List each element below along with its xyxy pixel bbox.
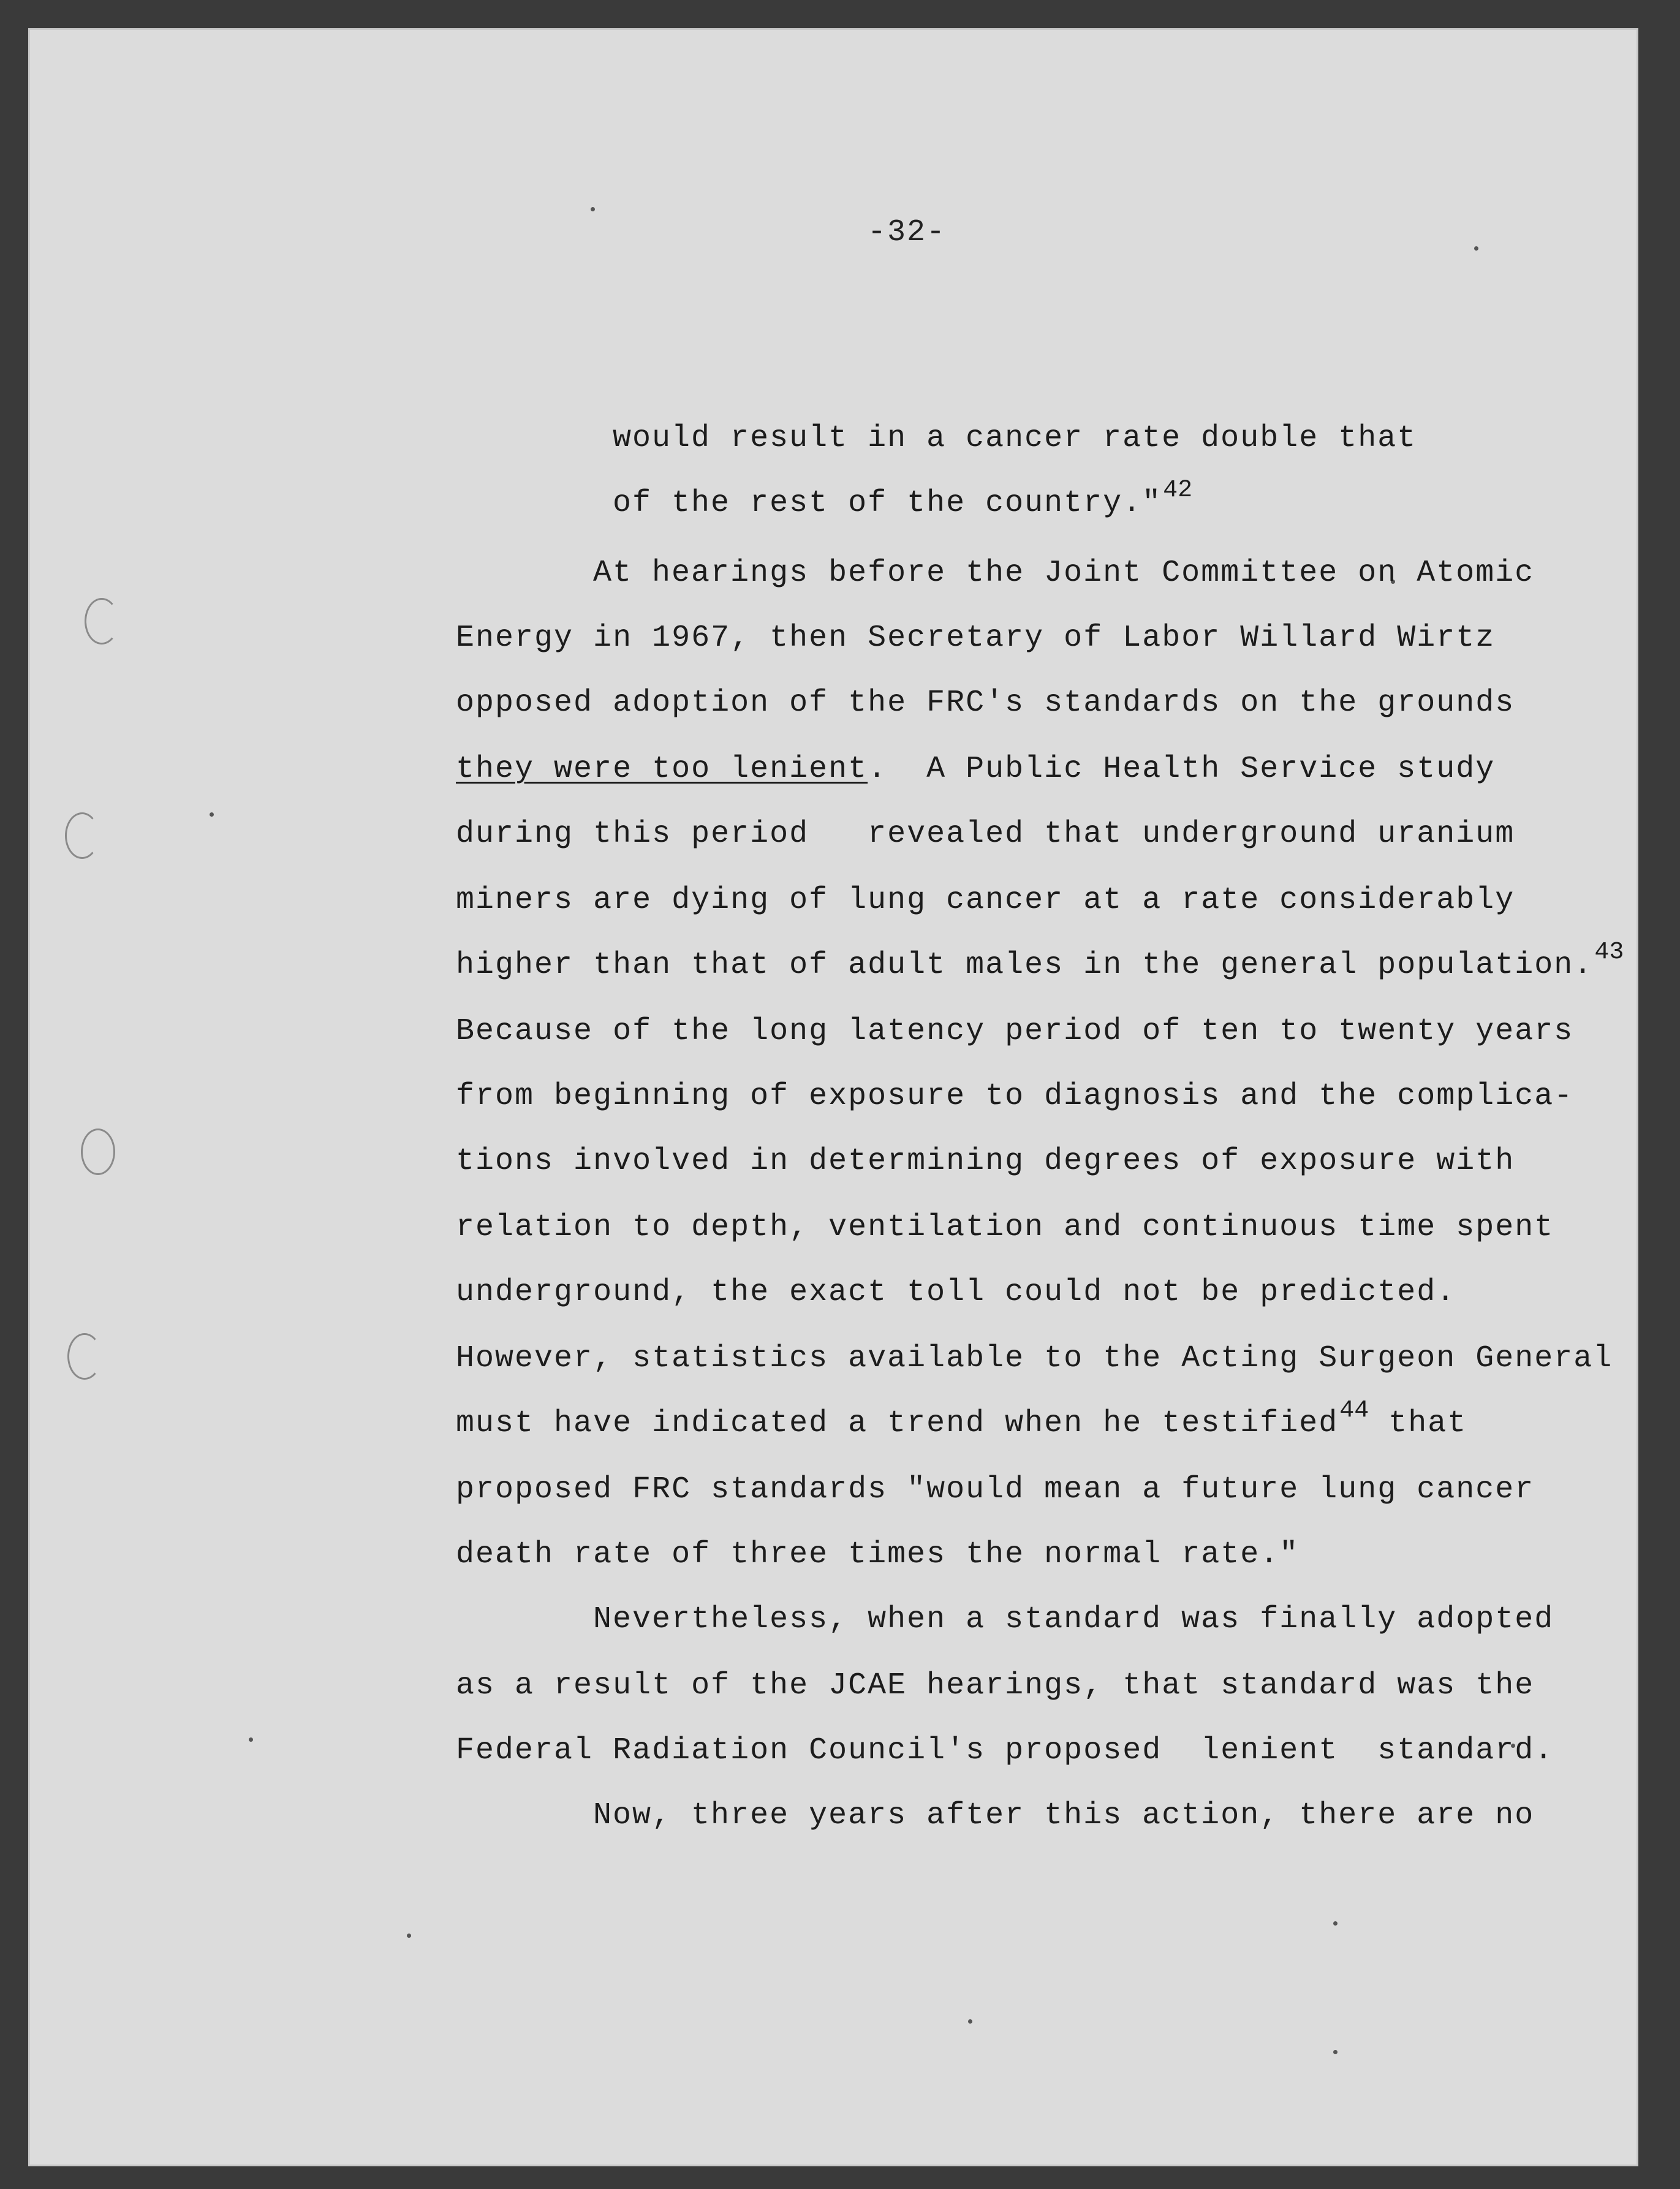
line-text: . A Public Health Service study: [868, 752, 1496, 787]
line-text: as a result of the JCAE hearings, that standard was the: [456, 1668, 1535, 1703]
scan-speck: [249, 1737, 253, 1742]
line-text: However, statistics available to the Acting Surgeon General: [456, 1341, 1613, 1376]
typewritten-page: [28, 28, 1638, 2166]
line-text: Because of the long latency period of ten to twenty years: [456, 1014, 1574, 1049]
line-text: higher than that of adult males in the general population.: [456, 948, 1594, 983]
line-text: Energy in 1967, then Secretary of Labor Willard Wirtz: [456, 621, 1496, 656]
scan-speck: [1333, 2050, 1338, 2054]
line-text: miners are dying of lung cancer at a rate considerably: [456, 883, 1515, 918]
scan-speck: [968, 2019, 972, 2024]
line-text-continued: that: [1369, 1406, 1467, 1441]
line-text: Now, three years after this action, there are no: [593, 1798, 1535, 1833]
scan-speck: [1474, 246, 1478, 251]
line-text: would result in a cancer rate double that: [613, 421, 1417, 456]
line-text: tions involved in determining degrees of exposure with: [456, 1144, 1515, 1179]
underlined-phrase: they were too lenient: [456, 752, 868, 787]
scan-speck: [210, 812, 214, 817]
line-text: At hearings before the Joint Committee on Atomic: [593, 556, 1535, 591]
text-line: [475, 1761, 1534, 1871]
line-text: Nevertheless, when a standard was finally adopted: [593, 1602, 1554, 1637]
line-text: of the rest of the country.": [613, 486, 1162, 521]
page-number: -32-: [868, 215, 947, 250]
footnote-marker[interactable]: 42: [1163, 477, 1193, 504]
binder-hole-mark: [85, 598, 119, 645]
line-text: relation to depth, ventilation and continuous time spent: [456, 1210, 1554, 1245]
binder-hole-mark: [81, 1129, 115, 1175]
line-text: from beginning of exposure to diagnosis and the complica-: [456, 1079, 1574, 1114]
line-text: Federal Radiation Council's proposed lenient standard.: [456, 1733, 1554, 1768]
footnote-marker[interactable]: 44: [1339, 1397, 1369, 1424]
scan-speck: [591, 207, 595, 211]
scan-speck: [1333, 1921, 1338, 1926]
line-text: opposed adoption of the FRC's standards on the grounds: [456, 686, 1515, 720]
line-text: proposed FRC standards "would mean a future lung cancer: [456, 1472, 1535, 1507]
line-text: underground, the exact toll could not be predicted.: [456, 1275, 1456, 1310]
line-text: death rate of three times the normal rate.": [456, 1537, 1300, 1572]
footnote-marker[interactable]: 43: [1594, 939, 1624, 966]
binder-hole-mark: [65, 812, 99, 859]
binder-hole-mark: [67, 1333, 102, 1380]
line-text: during this period revealed that underground uranium: [456, 817, 1515, 852]
line-text: must have indicated a trend when he testified: [456, 1406, 1339, 1441]
scan-speck: [407, 1934, 411, 1938]
